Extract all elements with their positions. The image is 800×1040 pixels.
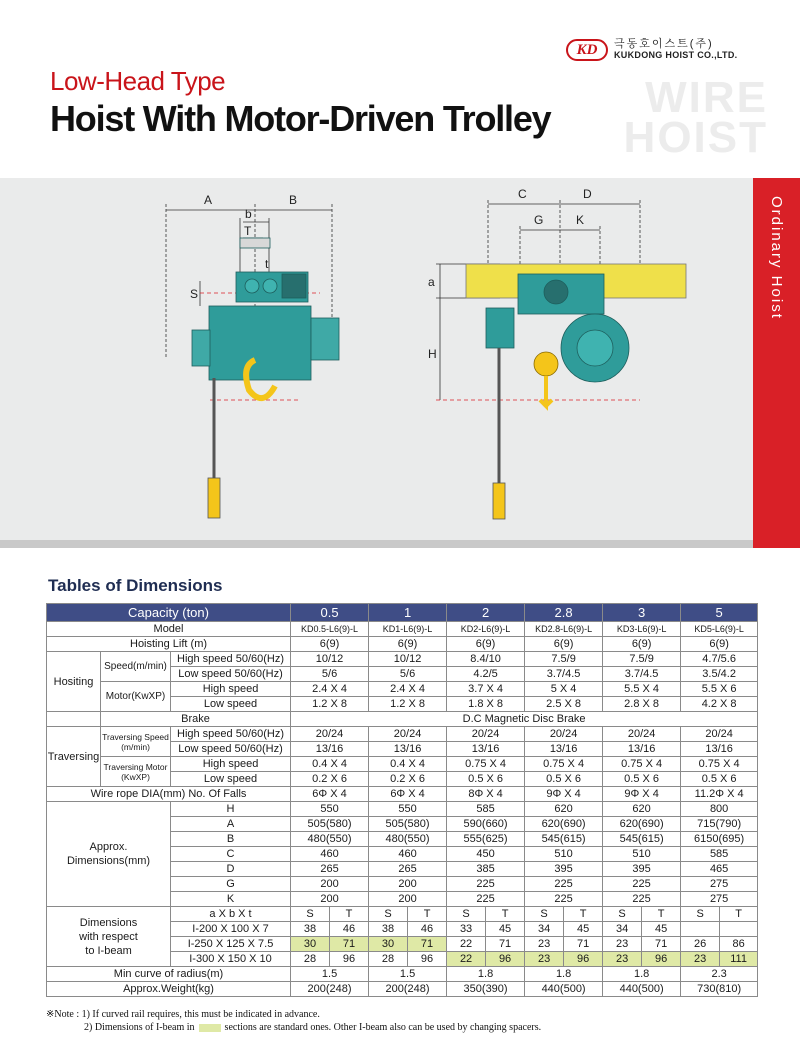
traversing-group-label: Traversing xyxy=(47,727,101,787)
value-cell: 200(248) xyxy=(291,982,369,997)
ibeam-value: 71 xyxy=(642,937,681,952)
value-cell: 225 xyxy=(525,892,603,907)
trolley-wheel-1 xyxy=(245,279,259,293)
ibeam-group-label xyxy=(47,907,171,967)
hoist-drawing xyxy=(0,178,753,540)
value-cell: 6(9) xyxy=(291,637,369,652)
hook-block xyxy=(534,352,558,376)
value-cell: 200 xyxy=(291,877,369,892)
dimension-key: K xyxy=(171,892,291,907)
ibeam-value: 86 xyxy=(720,937,758,952)
value-cell: 1.2 X 8 xyxy=(369,697,447,712)
value-cell: 350(390) xyxy=(447,982,525,997)
ibeam-value: 23 xyxy=(525,937,564,952)
wire-rope-row xyxy=(47,787,758,802)
value-cell: 460 xyxy=(291,847,369,862)
model-value: KD5-L6(9)-L xyxy=(681,622,758,637)
value-cell: 200 xyxy=(291,892,369,907)
value-cell: 13/16 xyxy=(447,742,525,757)
watermark xyxy=(623,73,768,162)
value-cell: 5.5 X 6 xyxy=(681,682,758,697)
note-line-1: ※Note : 1) If curved rail requires, this must be indicated in advance. xyxy=(46,1009,320,1020)
value-cell: 620 xyxy=(525,802,603,817)
dimension-key: B xyxy=(171,832,291,847)
value-cell: 225 xyxy=(525,877,603,892)
note-line-2-b: sections are standard ones. Other I-beam also can be used by changing spacers. xyxy=(224,1022,542,1033)
value-cell: 225 xyxy=(447,892,525,907)
header-row xyxy=(47,604,758,622)
value-cell: 275 xyxy=(681,877,758,892)
value-cell: 0.5 X 6 xyxy=(603,772,681,787)
table-cell xyxy=(47,712,101,727)
high-speed-label: High speed xyxy=(171,682,291,697)
value-cell: 1.8 xyxy=(525,967,603,982)
label-A: A xyxy=(204,193,213,207)
ibeam-value: 96 xyxy=(564,952,603,967)
value-cell: 7.5/9 xyxy=(603,652,681,667)
value-cell: 20/24 xyxy=(603,727,681,742)
value-cell: 505(580) xyxy=(369,817,447,832)
high-speed-label: High speed 50/60(Hz) xyxy=(171,652,291,667)
value-cell: 2.4 X 4 xyxy=(369,682,447,697)
capacity-value: 5 xyxy=(681,604,758,622)
ibeam-value xyxy=(720,922,758,937)
ibeam-value: 34 xyxy=(525,922,564,937)
value-cell: 20/24 xyxy=(291,727,369,742)
label-C: C xyxy=(518,187,527,201)
capacity-value: 2.8 xyxy=(525,604,603,622)
model-value: KD0.5-L6(9)-L xyxy=(291,622,369,637)
capacity-value: 1 xyxy=(369,604,447,622)
capacity-value: 0.5 xyxy=(291,604,369,622)
value-cell: 0.75 X 4 xyxy=(603,757,681,772)
label-H: H xyxy=(428,347,437,361)
ibeam-value: 38 xyxy=(369,922,408,937)
value-cell: 2.8 X 8 xyxy=(603,697,681,712)
ibeam-value: 45 xyxy=(642,922,681,937)
ibeam-value: 96 xyxy=(330,952,369,967)
low-speed-label: Low speed xyxy=(171,697,291,712)
logo-english-name: KUKDONG HOIST CO.,LTD. xyxy=(614,50,738,60)
value-cell: 5/6 xyxy=(291,667,369,682)
ibeam-value: 45 xyxy=(564,922,603,937)
value-cell: 13/16 xyxy=(681,742,758,757)
value-cell: 585 xyxy=(681,847,758,862)
value-cell: 510 xyxy=(603,847,681,862)
value-cell: 585 xyxy=(447,802,525,817)
value-cell: 620(690) xyxy=(603,817,681,832)
st-header: T xyxy=(720,907,758,922)
value-cell: 480(550) xyxy=(291,832,369,847)
side-pendant-switch xyxy=(493,483,505,519)
value-cell: 3.7 X 4 xyxy=(447,682,525,697)
hoist-speed-high-row xyxy=(47,652,758,667)
weight-row xyxy=(47,982,758,997)
category-side-tab xyxy=(753,178,800,548)
label-a: a xyxy=(428,275,435,289)
band-divider xyxy=(0,540,800,548)
hoist-motor-high-row xyxy=(47,682,758,697)
ibeam-size: I-200 X 100 X 7 xyxy=(171,922,291,937)
value-cell: 200(248) xyxy=(369,982,447,997)
value-cell: 550 xyxy=(291,802,369,817)
model-value: KD1-L6(9)-L xyxy=(369,622,447,637)
ibeam-value: 96 xyxy=(408,952,447,967)
approx-dim-label-2: Dimensions(mm) xyxy=(66,855,151,867)
trav-speed-label xyxy=(101,727,171,757)
value-cell: 510 xyxy=(525,847,603,862)
value-cell: 6150(695) xyxy=(681,832,758,847)
ibeam-value: 28 xyxy=(291,952,330,967)
value-cell: 5 X 4 xyxy=(525,682,603,697)
brake-value: D.C Magnetic Disc Brake xyxy=(291,712,758,727)
label-T: T xyxy=(244,224,252,238)
ibeam-value: 71 xyxy=(564,937,603,952)
high-speed-label: High speed 50/60(Hz) xyxy=(171,727,291,742)
ibeam-size: I-250 X 125 X 7.5 xyxy=(171,937,291,952)
st-header: S xyxy=(447,907,486,922)
page-subtitle: Low-Head Type xyxy=(50,66,226,96)
value-cell: 200 xyxy=(369,892,447,907)
label-K: K xyxy=(576,213,585,227)
ibeam-value: 23 xyxy=(603,952,642,967)
ibeam-value: 33 xyxy=(447,922,486,937)
ibeam-value: 22 xyxy=(447,952,486,967)
value-cell: 450 xyxy=(447,847,525,862)
ibeam-value: 26 xyxy=(681,937,720,952)
st-header: T xyxy=(642,907,681,922)
trolley-wheel-2 xyxy=(263,279,277,293)
value-cell: 20/24 xyxy=(369,727,447,742)
ibeam-size: I-300 X 150 X 10 xyxy=(171,952,291,967)
watermark-line-2: HOIST xyxy=(623,113,768,162)
value-cell: 265 xyxy=(291,862,369,877)
value-cell: 0.75 X 4 xyxy=(681,757,758,772)
ibeam-value: 22 xyxy=(447,937,486,952)
drive-gear xyxy=(544,280,568,304)
min-curve-label: Min curve of radius(m) xyxy=(47,967,291,982)
st-header: T xyxy=(408,907,447,922)
value-cell: 465 xyxy=(681,862,758,877)
ibeam-value: 96 xyxy=(486,952,525,967)
dimension-row-H xyxy=(47,802,758,817)
value-cell: 225 xyxy=(447,877,525,892)
model-value: KD2.8-L6(9)-L xyxy=(525,622,603,637)
ibeam-value: 46 xyxy=(330,922,369,937)
trav-motor-high-row xyxy=(47,757,758,772)
value-cell: 545(615) xyxy=(603,832,681,847)
trav-motor-label-1: Traversing Motor xyxy=(103,761,168,772)
side-view xyxy=(466,264,686,519)
label-t: t xyxy=(265,257,269,271)
side-motor xyxy=(486,308,514,348)
st-header: S xyxy=(291,907,330,922)
value-cell: 730(810) xyxy=(681,982,758,997)
value-cell: 4.2 X 8 xyxy=(681,697,758,712)
value-cell: 2.3 xyxy=(681,967,758,982)
ibeam-label-line: Dimensions xyxy=(79,916,138,929)
value-cell: 1.2 X 8 xyxy=(291,697,369,712)
ibeam-section xyxy=(240,238,270,248)
wire-rope-label: Wire rope DIA(mm) No. Of Falls xyxy=(47,787,291,802)
model-value: KD2-L6(9)-L xyxy=(447,622,525,637)
value-cell: 20/24 xyxy=(447,727,525,742)
drum-hub xyxy=(577,330,613,366)
value-cell: 13/16 xyxy=(603,742,681,757)
ibeam-value: 30 xyxy=(369,937,408,952)
value-cell: 6Φ X 4 xyxy=(291,787,369,802)
value-cell: 0.5 X 6 xyxy=(525,772,603,787)
ibeam-value: 96 xyxy=(642,952,681,967)
ibeam-value: 71 xyxy=(486,937,525,952)
approx-dim-label-1: Approx. xyxy=(89,841,128,853)
value-cell: 11.2Φ X 4 xyxy=(681,787,758,802)
value-cell: 3.7/4.5 xyxy=(525,667,603,682)
value-cell: 1.8 X 8 xyxy=(447,697,525,712)
section-title: Tables of Dimensions xyxy=(48,576,223,595)
model-row xyxy=(47,622,758,637)
ibeam-value: 30 xyxy=(291,937,330,952)
ibeam-value: 23 xyxy=(525,952,564,967)
dimension-key: A xyxy=(171,817,291,832)
value-cell: 395 xyxy=(525,862,603,877)
ibeam-label-line: to I-beam xyxy=(85,944,132,957)
trolley-motor xyxy=(282,274,306,298)
ibeam-value: 38 xyxy=(291,922,330,937)
approx-dimensions-label xyxy=(47,802,171,907)
lift-row xyxy=(47,637,758,652)
value-cell: 13/16 xyxy=(525,742,603,757)
value-cell: 550 xyxy=(369,802,447,817)
logo-badge: KD xyxy=(566,39,608,61)
value-cell: 440(500) xyxy=(603,982,681,997)
model-value: KD3-L6(9)-L xyxy=(603,622,681,637)
speed-label: Speed(m/min) xyxy=(101,652,171,682)
value-cell: 385 xyxy=(447,862,525,877)
note-line-2 xyxy=(46,1021,541,1034)
trav-motor-label-2: (KwXP) xyxy=(121,771,150,782)
ibeam-value: 111 xyxy=(720,952,758,967)
value-cell: 6Φ X 4 xyxy=(369,787,447,802)
value-cell: 1.5 xyxy=(291,967,369,982)
note-line-2-a: 2) Dimensions of I-beam in xyxy=(84,1022,195,1033)
value-cell: 275 xyxy=(681,892,758,907)
value-cell: 3.7/4.5 xyxy=(603,667,681,682)
value-cell: 20/24 xyxy=(525,727,603,742)
front-view xyxy=(192,238,339,518)
value-cell: 555(625) xyxy=(447,832,525,847)
ibeam-value: 23 xyxy=(603,937,642,952)
table-body xyxy=(47,604,758,997)
min-curve-row xyxy=(47,967,758,982)
value-cell: 6(9) xyxy=(603,637,681,652)
high-speed-label: High speed xyxy=(171,757,291,772)
value-cell: 4.2/5 xyxy=(447,667,525,682)
st-header: T xyxy=(330,907,369,922)
trav-speed-high-row xyxy=(47,727,758,742)
label-B: B xyxy=(289,193,298,207)
low-speed-label: Low speed 50/60(Hz) xyxy=(171,742,291,757)
value-cell: 460 xyxy=(369,847,447,862)
value-cell: 13/16 xyxy=(369,742,447,757)
value-cell: 8Φ X 4 xyxy=(447,787,525,802)
capacity-label: Capacity (ton) xyxy=(47,604,291,622)
ibeam-label-line: with respect xyxy=(79,930,138,943)
value-cell: 10/12 xyxy=(369,652,447,667)
capacity-value: 2 xyxy=(447,604,525,622)
dimension-key: G xyxy=(171,877,291,892)
watermark-line-1: WIRE xyxy=(645,73,768,122)
st-header: T xyxy=(564,907,603,922)
value-cell: 0.5 X 6 xyxy=(681,772,758,787)
value-cell: 395 xyxy=(603,862,681,877)
low-speed-label: Low speed xyxy=(171,772,291,787)
value-cell: 265 xyxy=(369,862,447,877)
capacity-value: 3 xyxy=(603,604,681,622)
label-D: D xyxy=(583,187,592,201)
value-cell: 6(9) xyxy=(681,637,758,652)
value-cell: 20/24 xyxy=(681,727,758,742)
low-speed-label: Low speed 50/60(Hz) xyxy=(171,667,291,682)
value-cell: 5/6 xyxy=(369,667,447,682)
dimension-key: C xyxy=(171,847,291,862)
logo-korean-name: 극동호이스트(주) xyxy=(614,38,714,50)
value-cell: 2.5 X 8 xyxy=(525,697,603,712)
side-hook xyxy=(540,376,552,406)
st-header: S xyxy=(681,907,720,922)
value-cell: 620(690) xyxy=(525,817,603,832)
ibeam-value: 28 xyxy=(369,952,408,967)
label-b: b xyxy=(245,207,252,221)
value-cell: 1.8 xyxy=(603,967,681,982)
value-cell: 4.7/5.6 xyxy=(681,652,758,667)
value-cell: 0.2 X 6 xyxy=(369,772,447,787)
value-cell: 1.5 xyxy=(369,967,447,982)
category-side-tab-label: Ordinary Hoist xyxy=(768,196,785,320)
trav-speed-label-2: (m/min) xyxy=(121,741,150,752)
hoisting-group-label: Hositing xyxy=(47,652,101,712)
hoist-motor xyxy=(311,318,339,360)
value-cell: 6(9) xyxy=(369,637,447,652)
ibeam-value: 45 xyxy=(486,922,525,937)
value-cell: 0.4 X 4 xyxy=(291,757,369,772)
value-cell: 8.4/10 xyxy=(447,652,525,667)
value-cell: 545(615) xyxy=(525,832,603,847)
hoist-drum-body xyxy=(209,306,311,380)
value-cell: 620 xyxy=(603,802,681,817)
value-cell: 0.75 X 4 xyxy=(525,757,603,772)
hoist-diagram xyxy=(0,178,753,540)
value-cell: 480(550) xyxy=(369,832,447,847)
ibeam-header-row xyxy=(47,907,758,922)
model-label: Model xyxy=(47,622,291,637)
brake-label: Brake xyxy=(101,712,291,727)
ibeam-value: 34 xyxy=(603,922,642,937)
value-cell: 0.5 X 6 xyxy=(447,772,525,787)
value-cell: 505(580) xyxy=(291,817,369,832)
trav-motor-label xyxy=(101,757,171,787)
dimension-key: D xyxy=(171,862,291,877)
pendant-switch xyxy=(208,478,220,518)
hoist-endcap xyxy=(192,330,210,366)
value-cell: 10/12 xyxy=(291,652,369,667)
ibeam-value xyxy=(681,922,720,937)
axbxt-label: a X b X t xyxy=(171,907,291,922)
motor-label: Motor(KwXP) xyxy=(101,682,171,712)
ibeam-value: 23 xyxy=(681,952,720,967)
value-cell: 200 xyxy=(369,877,447,892)
value-cell: 0.2 X 6 xyxy=(291,772,369,787)
value-cell: 715(790) xyxy=(681,817,758,832)
st-header: S xyxy=(369,907,408,922)
value-cell: 590(660) xyxy=(447,817,525,832)
weight-label: Approx.Weight(kg) xyxy=(47,982,291,997)
ibeam-value: 46 xyxy=(408,922,447,937)
ibeam-value: 71 xyxy=(408,937,447,952)
value-cell: 0.4 X 4 xyxy=(369,757,447,772)
lift-label: Hoisting Lift (m) xyxy=(47,637,291,652)
value-cell: 225 xyxy=(603,892,681,907)
notes xyxy=(46,1008,541,1034)
st-header: S xyxy=(525,907,564,922)
label-G: G xyxy=(534,213,544,227)
st-header: T xyxy=(486,907,525,922)
value-cell: 9Φ X 4 xyxy=(525,787,603,802)
value-cell: 3.5/4.2 xyxy=(681,667,758,682)
value-cell: 800 xyxy=(681,802,758,817)
value-cell: 9Φ X 4 xyxy=(603,787,681,802)
value-cell: 0.75 X 4 xyxy=(447,757,525,772)
brake-row xyxy=(47,712,758,727)
logo-text xyxy=(614,39,737,61)
value-cell: 1.8 xyxy=(447,967,525,982)
dimension-key: H xyxy=(171,802,291,817)
label-S: S xyxy=(190,287,199,301)
value-cell: 6(9) xyxy=(447,637,525,652)
value-cell: 6(9) xyxy=(525,637,603,652)
value-cell: 440(500) xyxy=(525,982,603,997)
trav-speed-label-1: Traversing Speed xyxy=(102,731,169,742)
value-cell: 7.5/9 xyxy=(525,652,603,667)
dimensions-table xyxy=(46,603,758,997)
company-logo xyxy=(566,37,737,63)
value-cell: 225 xyxy=(603,877,681,892)
highlight-swatch xyxy=(199,1024,221,1032)
st-header: S xyxy=(603,907,642,922)
value-cell: 5.5 X 4 xyxy=(603,682,681,697)
value-cell: 13/16 xyxy=(291,742,369,757)
value-cell: 2.4 X 4 xyxy=(291,682,369,697)
page-title: Hoist With Motor-Driven Trolley xyxy=(50,98,551,139)
ibeam-value: 71 xyxy=(330,937,369,952)
